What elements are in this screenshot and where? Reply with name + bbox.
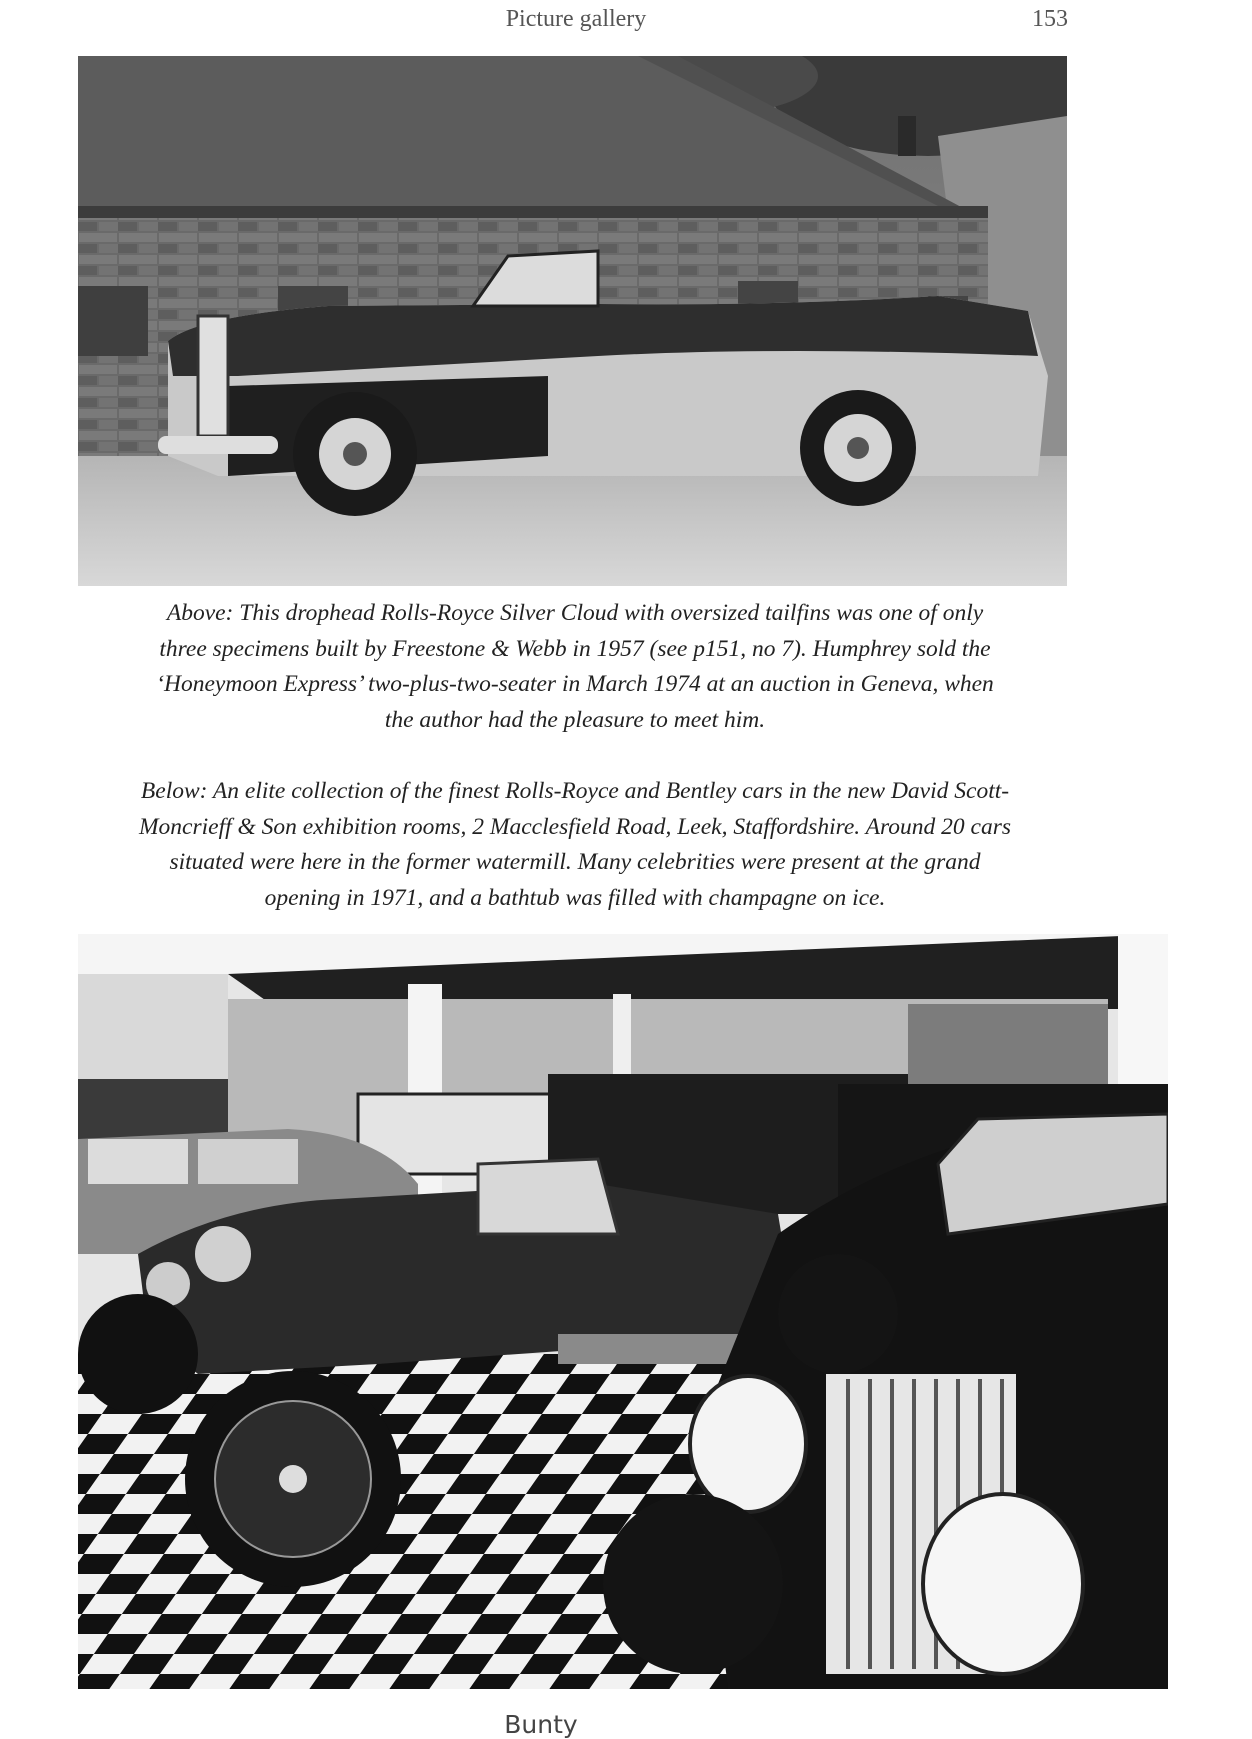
footer-text: Bunty xyxy=(504,1710,578,1739)
caption-below-line: Moncrieff & Son exhibition rooms, 2 Macclesfield Road, Leek, Staffordshire. Around 20 cars xyxy=(138,813,1011,840)
caption-above xyxy=(80,596,1070,738)
running-head xyxy=(0,6,1252,36)
caption-above-line: three specimens built by Freestone & Webb in 1957 (see p151, no 7). Humphrey sold the xyxy=(159,635,991,662)
caption-below-line: opening in 1971, and a bathtub was filled with champagne on ice. xyxy=(264,884,886,911)
photo-silver-cloud xyxy=(78,56,1067,586)
running-title: Picture gallery xyxy=(505,6,647,32)
caption-above-line: ‘Honeymoon Express’ two-plus-two-seater in March 1974 at an auction in Geneva, when xyxy=(156,671,994,697)
caption-below xyxy=(70,774,1080,916)
exhibition-room-illustration xyxy=(78,934,1168,1689)
caption-below-line: Below: An elite collection of the finest Rolls-Royce and Bentley cars in the new David Scott- xyxy=(140,778,1010,804)
page-number: 153 xyxy=(1032,6,1068,32)
photo-exhibition-room xyxy=(78,934,1168,1689)
caption-below-line: situated were here in the former watermill. Many celebrities were present at the grand xyxy=(169,849,981,875)
caption-above-line: the author had the pleasure to meet him. xyxy=(384,706,766,733)
caption-above-line: Above: This drophead Rolls-Royce Silver Cloud with oversized tailfins was one of only xyxy=(166,600,984,626)
silver-cloud-illustration xyxy=(78,56,1067,586)
